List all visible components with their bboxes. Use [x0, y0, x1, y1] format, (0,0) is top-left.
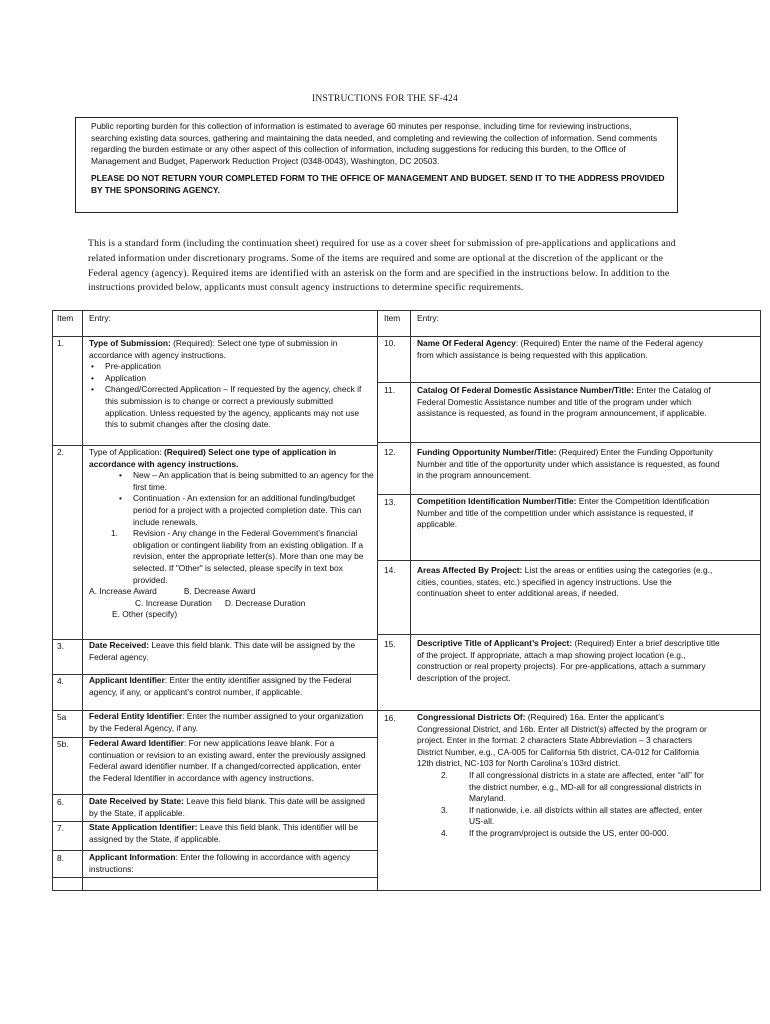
bullet-item: • Changed/Corrected Application – If requested by the agency, check if this submission is to change or correct a previously submitted application. Unless requested by the agency, applicants may not use this to submit changes after the closing date. — [89, 384, 374, 430]
header-entry-right: Entry: — [417, 313, 439, 323]
bullet-item: • Application — [89, 373, 374, 385]
item-14-entry: Areas Affected By Project: List the areas or entities using the categories (e.g., cities, counties, states, etc.) specified in agency instructions. Use the continuation sheet to enter additional areas, if needed. — [417, 565, 713, 599]
list-item: 2. If all congressional districts in a state are affected, enter “all” for the district number, e.g., MD-all for all congressional districts in Maryland. — [441, 769, 704, 804]
item-number: 8. — [57, 853, 64, 863]
item-number: 5b. — [57, 739, 69, 749]
item-number: 16. — [384, 713, 396, 723]
header-item-left: Item — [57, 313, 74, 323]
list-item: 4. If the program/project is outside the US, enter 00-000. — [441, 827, 669, 838]
item-number: 4. — [57, 676, 64, 686]
item-5a-entry: Federal Entity Identifier: Enter the number assigned to your organization by the Federal Agency, if any. — [89, 711, 364, 733]
item-number: 11. — [384, 385, 396, 395]
item-16-entry: Congressional Districts Of: (Required) 16a. Enter the applicant’s Congressional District, and 16b. Enter all District(s) affected by the program or project. Enter in the format: 2 characters State Abbreviation – 3 characters District Number, e.g., CA-005 for California 5th district, CA-012 for California 12th district, NC-103 for North Carolina’s 103rd district. 2. If all congressional districts in a state are affected, enter “all” for the district number, e.g., MD-all for all congressional districts in Maryland. 3. If nationwide, i.e. all districts within all states are affected, enter US-all. 4. If the program/project is outside the US, enter 00-000. — [417, 712, 717, 840]
item-number: 5a — [57, 712, 67, 722]
item-number: 13. — [384, 497, 396, 507]
item-number: 14. — [384, 565, 396, 575]
item-3-entry: Date Received: Leave this field blank. This date will be assigned by the Federal agency. — [89, 640, 356, 662]
document-title: INSTRUCTIONS FOR THE SF-424 — [312, 94, 458, 104]
item-4-entry: Applicant Identifier: Enter the entity identifier assigned by the Federal agency, if any, or applicant’s control number, if applicable. — [89, 675, 352, 697]
item-2-entry: Type of Application: (Required) Select one type of application in accordance with agency instructions. • New – An application that is being submitted to an agency for the first time. • Continuation - An extension for an additional funding/budget period for a project with a projected completion date. This can include renewals. 1. Revision - Any change in the Federal Government’s financial obligation or contingent liability from an existing obligation. If a revision, enter the appropriate letter(s). More than one may be selected. If "Other" is selected, please specify in text box provided. A. Increase Award B. Decrease Award C. Increase Duration D. Decrease Duration E. Other (specify) — [89, 447, 374, 621]
burden-statement-box — [75, 117, 678, 213]
item-7-entry: State Application Identifier: Leave this field blank. This identifier will be assigned by the State, if applicable. — [89, 822, 359, 844]
item-8-entry: Applicant Information: Enter the following in accordance with agency instructions: — [89, 852, 351, 874]
item-1-entry: Type of Submission: (Required): Select one type of submission in accordance with agency instructions. • Pre-application • Application • Changed/Corrected Application – If requested by the agency, check if this submission is to change or correct a previously submitted application. Unless requested by the agency, applicants may not use this to submit changes after the closing date. — [89, 338, 374, 431]
item-5b-entry: Federal Award Identifier: For new applications leave blank. For a continuation or revision to an existing award, enter the previously assigned Federal award identifier number. If a changed/corrected application, enter the Federal Identifier in accordance with agency instructions. — [89, 738, 366, 783]
bullet-item: • Continuation - An extension for an additional funding/budget period for a project with a projected completion date. This can include renewals. — [117, 493, 374, 528]
header-item-right: Item — [384, 313, 401, 323]
burden-notice: PLEASE DO NOT RETURN YOUR COMPLETED FORM TO THE OFFICE OF MANAGEMENT AND BUDGET. SEND IT TO THE ADDRESS PROVIDED BY THE SPONSORING AGENCY. — [91, 173, 665, 195]
list-item: 3. If nationwide, i.e. all districts within all states are affected, enter US-all. — [441, 804, 703, 827]
item-number: 1. — [57, 338, 64, 348]
intro-paragraph: This is a standard form (including the continuation sheet) required for use as a cover sheet for submission of pre-applications and applications and related information under discretionary programs. Some of the items are required and some are optional at the discretion of the applicant or the Federal agency (agency). Required items are identified with an asterisk on the form and are specified in the instructions below. In addition to the instructions provided below, applicants must consult agency instructions to determine specific requirements. — [88, 238, 676, 294]
burden-statement: Public reporting burden for this collection of information is estimated to average 60 minutes per response, including time for reviewing instructions, searching existing data sources, gathering and maintaining the data needed, and completing and reviewing the collection of information. Send comments regarding the burden estimate or any other aspect of this collection of information, including suggestions for reducing this burden, to the Office of Management and Budget, Paperwork Reduction Project (0348-0043), Washington, DC 20503. — [91, 121, 658, 166]
header-entry-left: Entry: — [89, 313, 111, 323]
item-number: 6. — [57, 797, 64, 807]
item-number: 3. — [57, 641, 64, 651]
item-12-entry: Funding Opportunity Number/Title: (Required) Enter the Funding Opportunity Number and title of the opportunity under which assistance is requested, as found in the program announcement. — [417, 447, 720, 481]
item-6-entry: Date Received by State: Leave this field blank. This date will be assigned by the State, if applicable. — [89, 796, 365, 818]
item-number: 12. — [384, 447, 396, 457]
item-13-entry: Competition Identification Number/Title: Enter the Competition Identification Number and title of the competition under which assistance is requested, if applicable. — [417, 496, 710, 530]
bullet-item: • New – An application that is being submitted to an agency for the first time. — [117, 470, 374, 493]
item-10-entry: Name Of Federal Agency: (Required) Enter the name of the Federal agency from which assistance is being requested with this application. — [417, 338, 703, 360]
item-15-entry: Descriptive Title of Applicant’s Project: (Required) Enter a brief descriptive title of the project. If appropriate, attach a map showing project location (e.g., construction or real property projects). For pre-applications, attach a summary description of the project. — [417, 638, 720, 683]
item-number: 2. — [57, 447, 64, 457]
item-number: 7. — [57, 823, 64, 833]
bullet-item: • Pre-application — [89, 361, 374, 373]
item-number: 10. — [384, 338, 396, 348]
item-number: 15. — [384, 639, 396, 649]
item-11-entry: Catalog Of Federal Domestic Assistance Number/Title: Enter the Catalog of Federal Domestic Assistance number and title of the program under which assistance is requested, as found in the program announcement, if applicable. — [417, 385, 711, 419]
